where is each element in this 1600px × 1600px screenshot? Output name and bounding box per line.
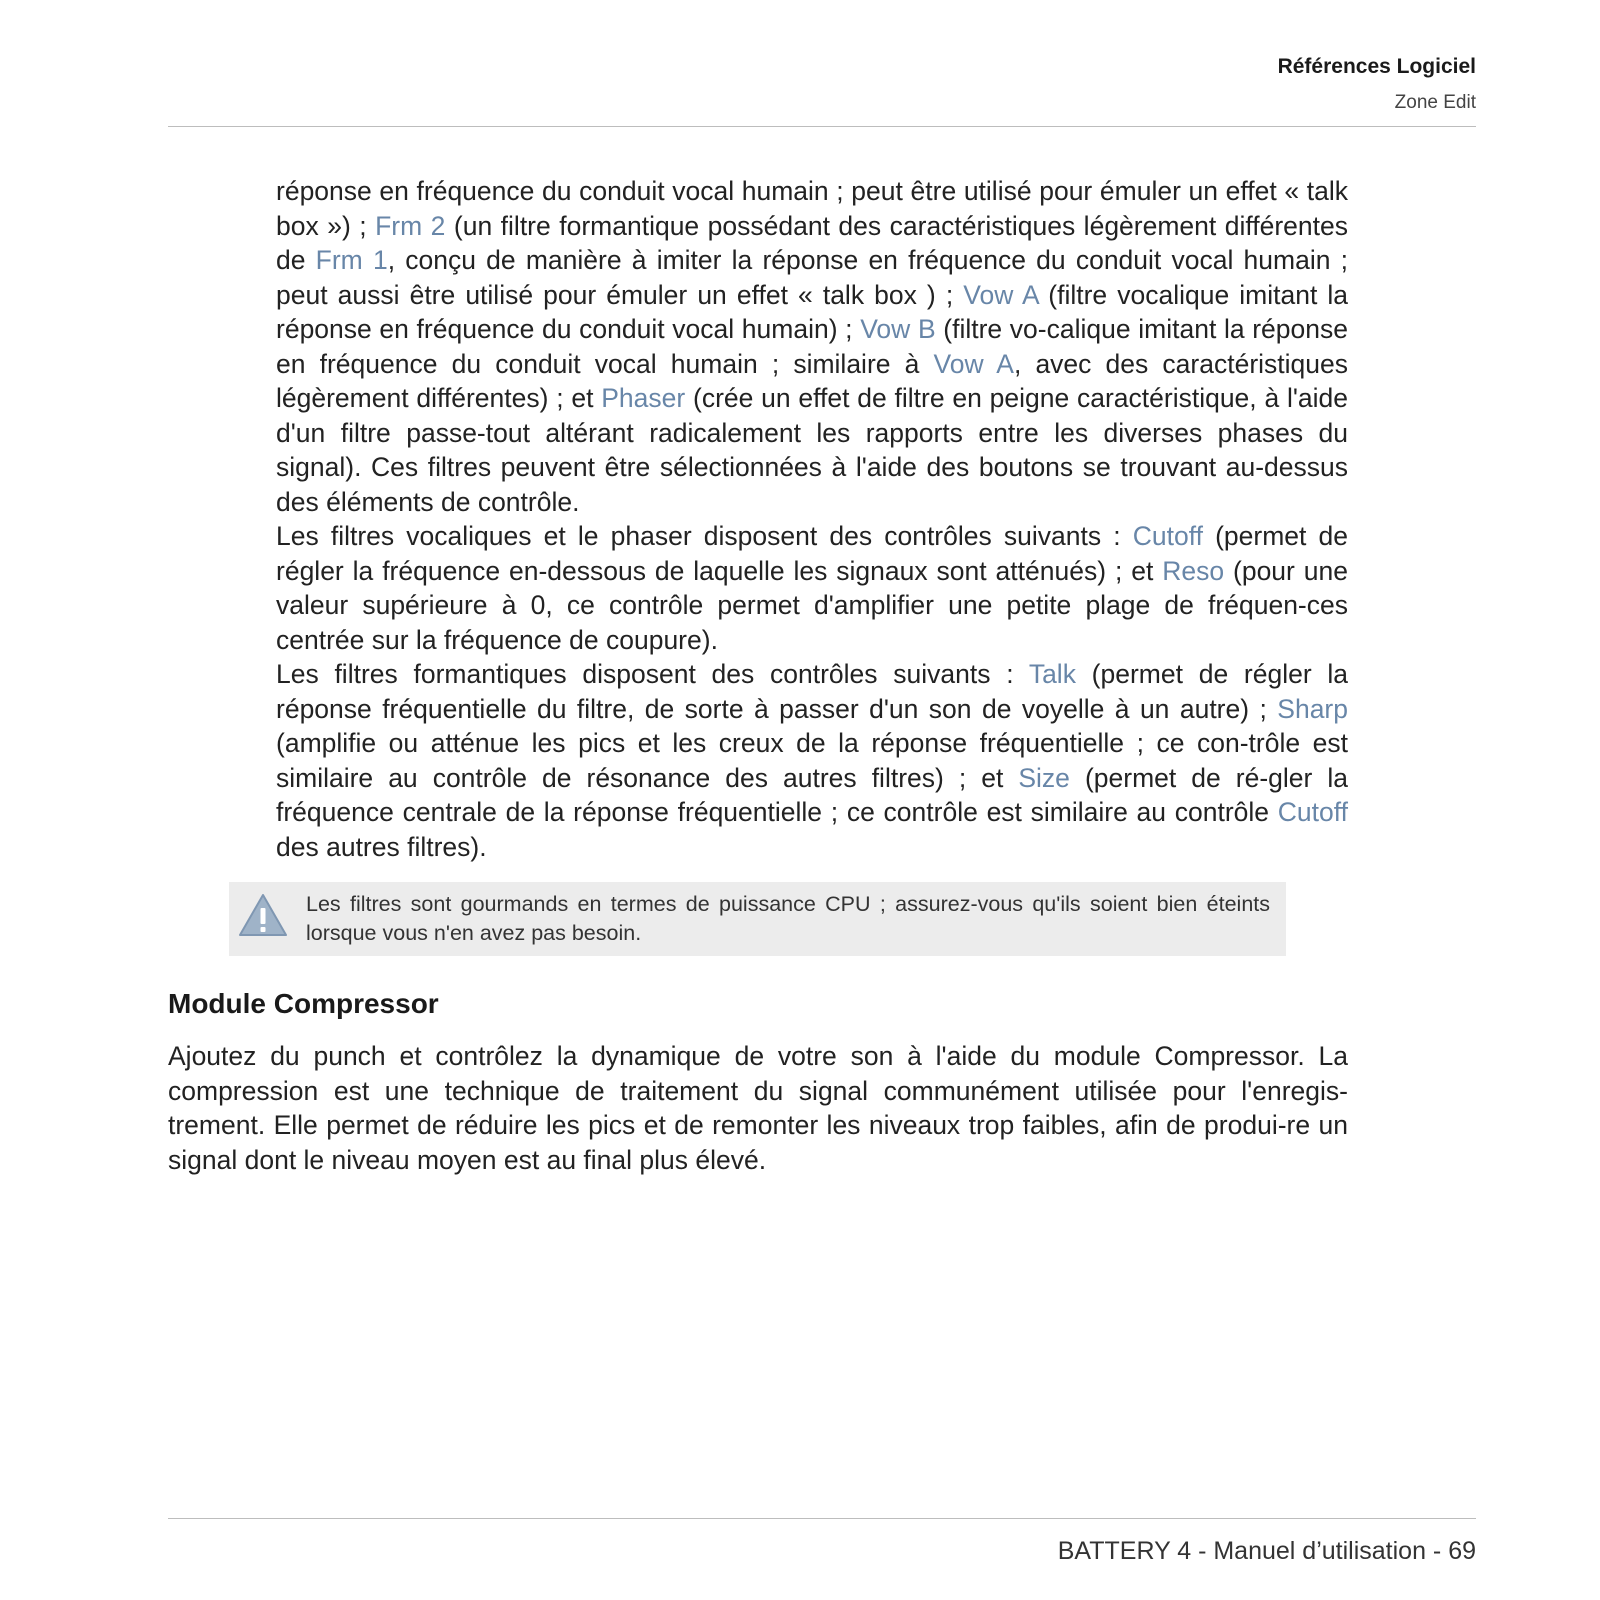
text-run: (un filtre formantique possédant des caractéristiques légèrement différentes de — [276, 210, 1349, 275]
text-run: Les filtres vocaliques et le phaser disposent des contrôles suivants : — [276, 521, 1133, 551]
section-title: Module Compressor — [168, 988, 439, 1019]
control-name: Reso — [1162, 555, 1225, 586]
text-run: (filtre vocalique imitant la réponse en fréquence du conduit vocal humain) ; — [276, 279, 1349, 344]
control-name: Frm 1 — [315, 245, 388, 275]
control-name: Phaser — [601, 383, 686, 413]
page-footer: BATTERY 4 - Manuel d’utilisation - 69 — [1057, 1537, 1476, 1565]
filter-description-block — [276, 174, 1348, 864]
control-name: Vow B — [860, 314, 936, 344]
control-name: Talk — [1028, 659, 1076, 689]
section-body — [168, 1039, 1348, 1177]
warning-note-text: Les filtres sont gourmands en termes de puissance CPU ; assurez-vous qu'ils soient bien éteints lorsque vous n'en avez pas besoin. — [306, 892, 1270, 945]
text-run: (permet de régler la réponse fréquentielle du filtre, de sorte à passer d'un son de voyelle à un autre) ; — [276, 659, 1348, 724]
control-name: Sharp — [1277, 693, 1348, 724]
text-run: (filtre vo-calique imitant la réponse en fréquence du conduit vocal humain ; similaire à — [276, 314, 1348, 379]
footer-divider — [168, 1518, 1476, 1519]
text-run: , avec des caractéristiques légèrement différentes) ; et — [276, 348, 1348, 413]
paragraph — [276, 174, 1348, 519]
control-name: Cutoff — [1132, 521, 1203, 551]
control-name: Frm 2 — [375, 210, 446, 241]
header-subtitle: Zone Edit — [1394, 92, 1476, 113]
text-run: (permet de régler la fréquence en-dessous de laquelle les signaux sont atténués) ; et — [276, 521, 1348, 586]
control-name: Cutoff — [1277, 797, 1348, 827]
header-title: Références Logiciel — [1277, 55, 1476, 78]
control-name: Vow A — [963, 279, 1039, 310]
section-body-text: Ajoutez du punch et contrôlez la dynamique de votre son à l'aide du module Compressor. La compression est une technique de traitement du signal communément utilisée pour l'enregis-trement. Elle permet de réduire les pics et de remonter les niveaux trop faibles, afin de produi-re un signal dont le niveau moyen est au final plus élevé. — [168, 1041, 1348, 1175]
page-header — [168, 52, 1476, 118]
paragraph — [276, 657, 1348, 864]
warning-note — [229, 882, 1286, 956]
text-run: (crée un effet de filtre en peigne caractéristique, à l'aide d'un filtre passe-tout altérant radicalement les rapports entre les diverses phases du signal). Ces filtres peuvent être sélectionnées à l'aide des boutons se trouvant au-dessus des éléments de contrôle. — [276, 383, 1349, 517]
warning-icon — [237, 892, 289, 938]
text-run: Les filtres formantiques disposent des contrôles suivants : — [276, 659, 1029, 689]
header-divider — [168, 126, 1476, 127]
control-name: Vow A — [933, 348, 1014, 379]
text-run: des autres filtres). — [276, 831, 487, 862]
text-run: (amplifie ou atténue les pics et les creux de la réponse fréquentielle ; ce con-trôle est similaire au contrôle de résonance des autres filtres) ; et — [276, 728, 1348, 793]
text-run: , conçu de manière à imiter la réponse en fréquence du conduit vocal humain ; peut aussi être utilisé pour émuler un effet « talk box ) ; — [276, 245, 1349, 310]
text-run: réponse en fréquence du conduit vocal humain ; peut être utilisé pour émuler un effet « talk box ») ; — [276, 176, 1348, 241]
paragraph — [276, 519, 1348, 657]
control-name: Size — [1018, 762, 1070, 793]
text-run: (permet de ré-gler la fréquence centrale de la réponse fréquentielle ; ce contrôle est similaire au contrôle — [276, 762, 1348, 827]
text-run: (pour une valeur supérieure à 0, ce contrôle permet d'amplifier une petite plage de fréquen-ces centrée sur la fréquence de coupure). — [276, 555, 1348, 655]
